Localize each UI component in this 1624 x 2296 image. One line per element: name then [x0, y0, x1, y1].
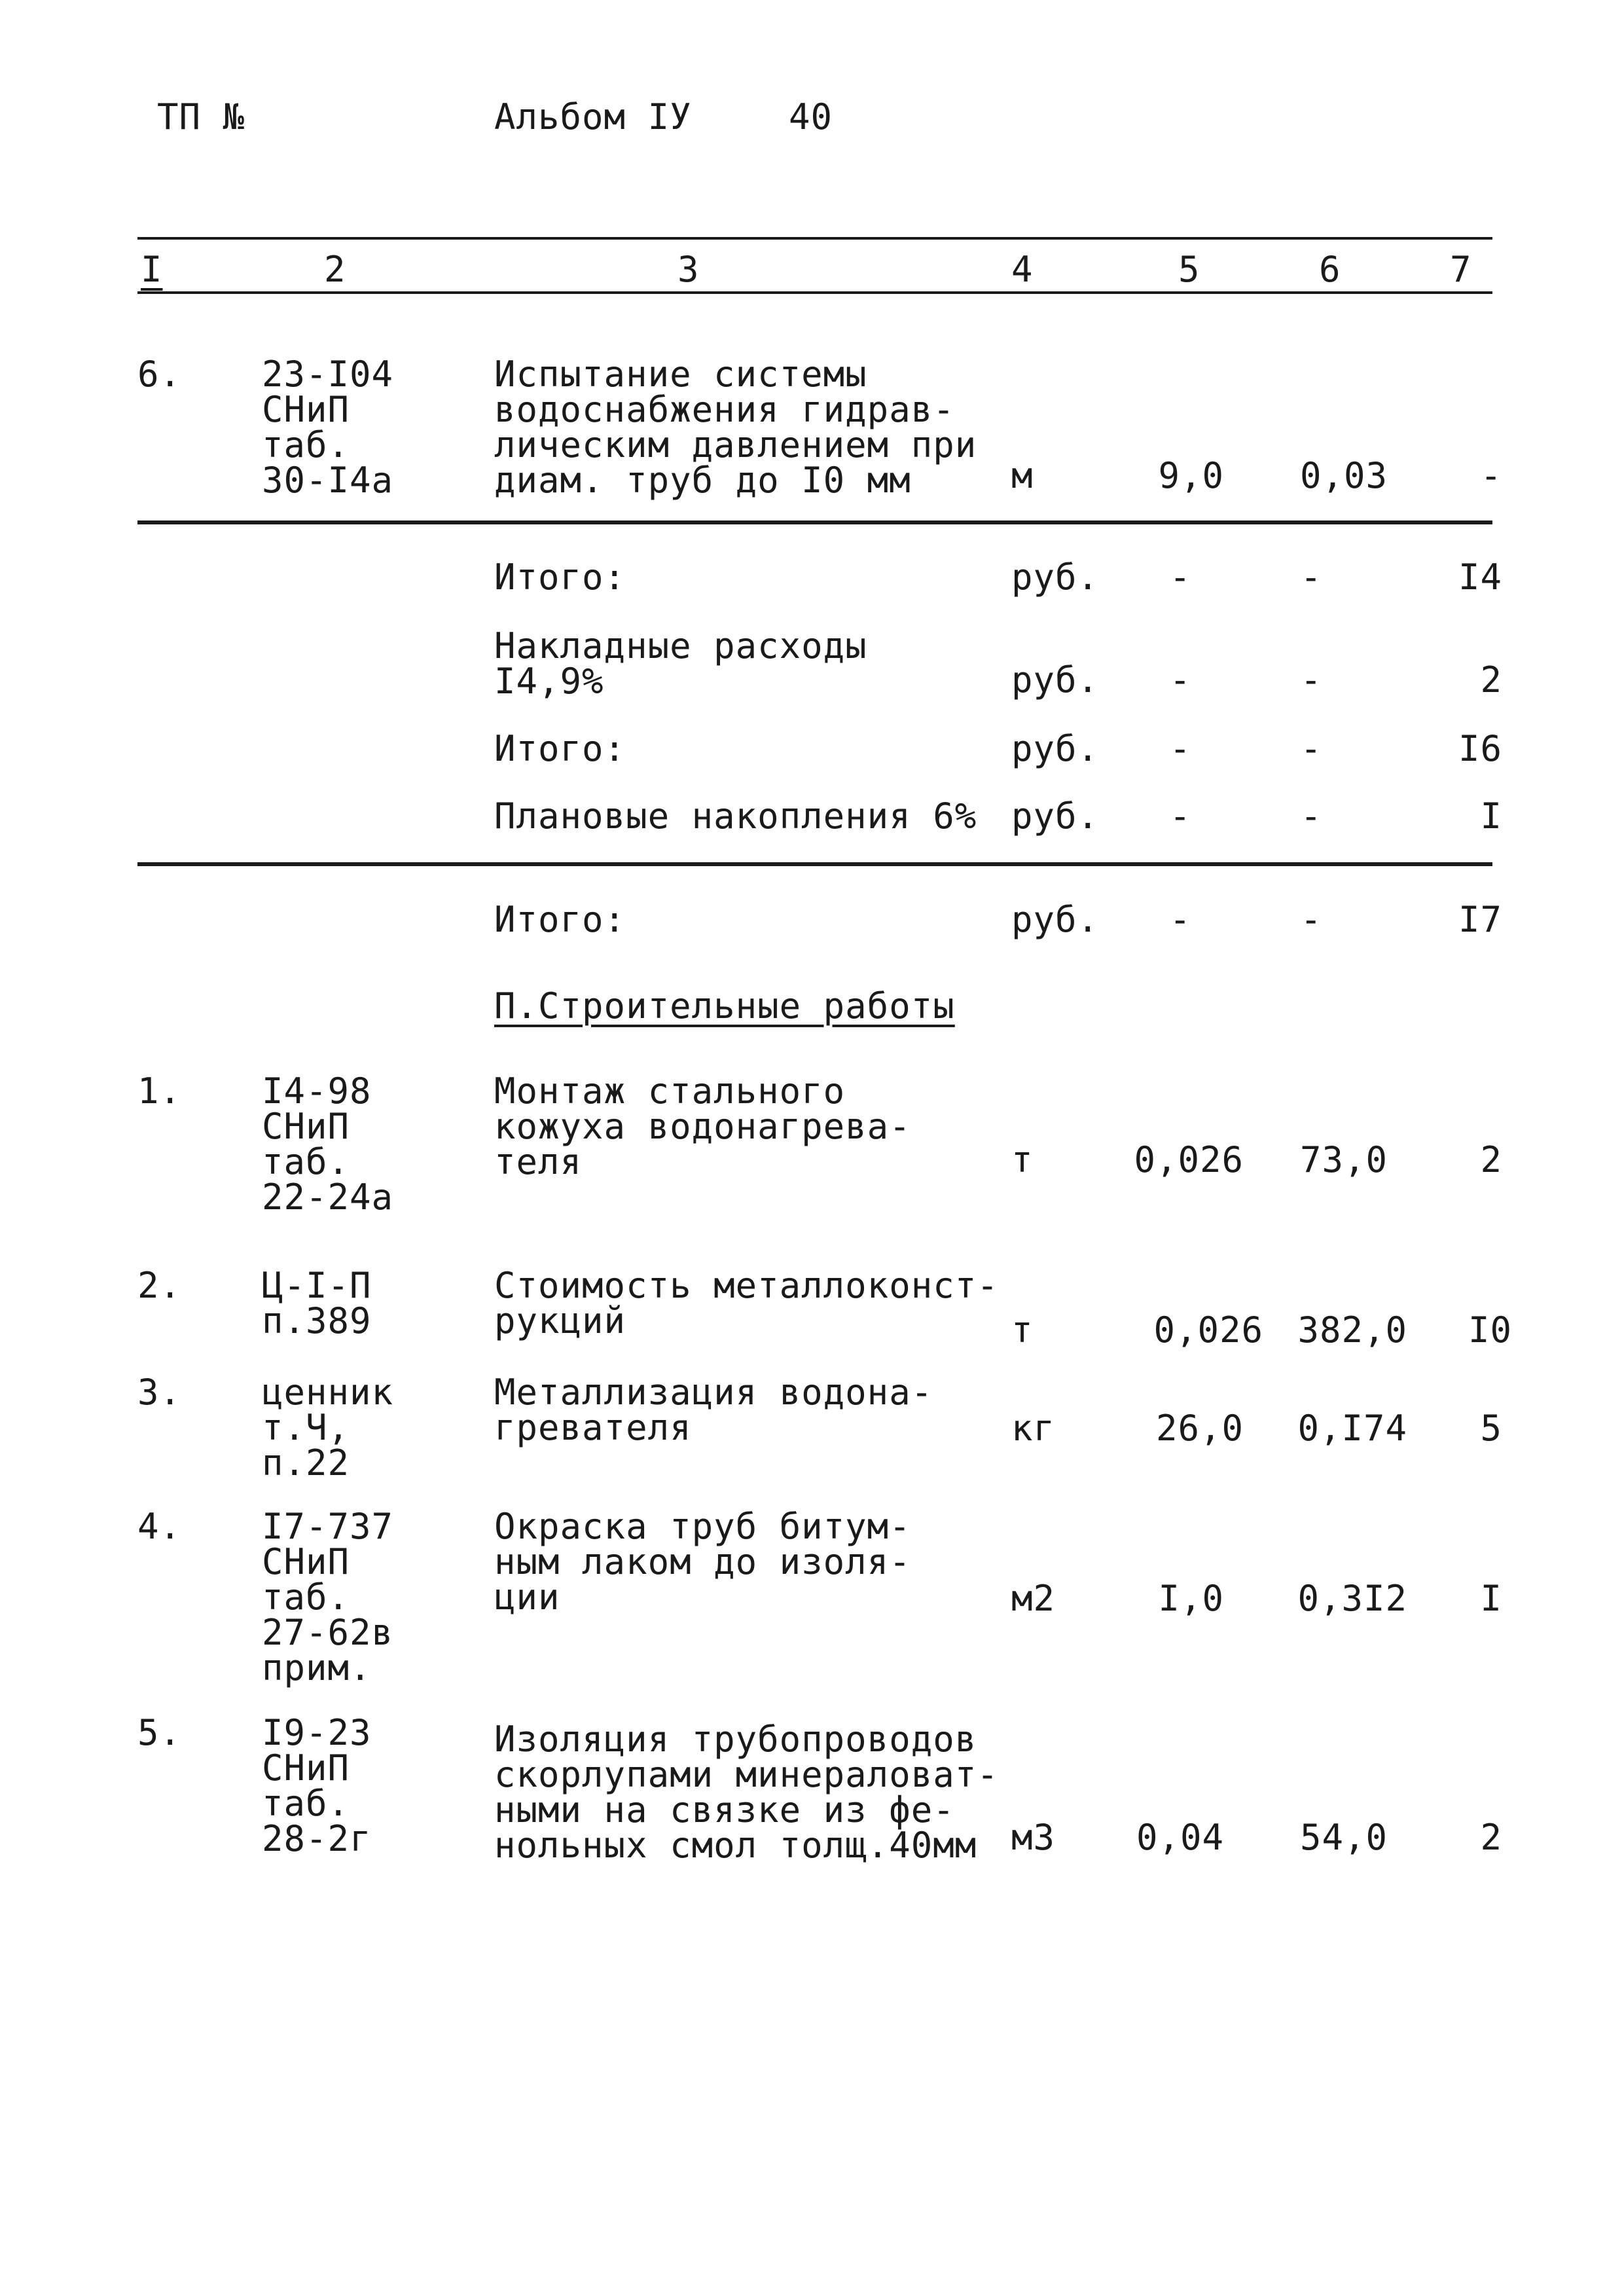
- totals-quantity: -: [1169, 728, 1191, 769]
- totals-price: -: [1300, 659, 1322, 701]
- totals-label: Плановые накопления 6%: [494, 795, 977, 837]
- totals-unit: руб.: [1011, 659, 1100, 701]
- column-header: 5: [1178, 249, 1200, 290]
- row-number: 5.: [137, 1712, 182, 1753]
- totals-label: Итого:: [494, 728, 626, 769]
- row-price: 73,0: [1299, 1139, 1388, 1180]
- column-header: 7: [1450, 249, 1472, 290]
- totals-label: Итого:: [494, 899, 626, 940]
- row-quantity: 0,026: [1134, 1139, 1244, 1180]
- row-quantity: I,0: [1158, 1578, 1224, 1619]
- totals-unit: руб.: [1011, 795, 1100, 837]
- totals-sum: I6: [1458, 728, 1502, 769]
- column-header: 2: [324, 249, 346, 290]
- totals-quantity: -: [1169, 659, 1191, 701]
- row-sum: I0: [1468, 1309, 1512, 1351]
- row-unit: м3: [1011, 1817, 1056, 1858]
- totals-sum: I: [1480, 795, 1502, 837]
- totals-price: -: [1300, 728, 1322, 769]
- column-header: 4: [1011, 249, 1034, 290]
- totals-sum: 2: [1480, 659, 1502, 701]
- totals-price: -: [1300, 556, 1322, 598]
- row-number: 4.: [137, 1506, 182, 1547]
- row-quantity: 9,0: [1158, 455, 1224, 496]
- row-description: Монтаж стального кожуха водонагрева- теля: [494, 1070, 911, 1182]
- section-title: П.Строительные работы: [494, 985, 955, 1027]
- totals-quantity: -: [1169, 795, 1191, 837]
- row-number: 1.: [137, 1070, 182, 1112]
- row-description: Стоимость металлоконст- рукций: [494, 1265, 999, 1341]
- row-code: ценник т.Ч, п.22: [262, 1372, 394, 1484]
- column-header: 3: [677, 249, 700, 290]
- column-header: I: [141, 249, 163, 290]
- row-description: Изоляция трубопроводов скорлупами минераловат- ными на связке из фе- нольных смол толщ.40мм: [494, 1719, 999, 1866]
- totals-quantity: -: [1169, 899, 1191, 940]
- row-code: Ц-I-П п.389: [262, 1265, 372, 1341]
- row-number: 2.: [137, 1265, 182, 1306]
- totals-price: -: [1300, 899, 1322, 940]
- row-description: Окраска труб битум- ным лаком до изоля- ции: [494, 1506, 911, 1618]
- row-sum: 2: [1480, 1817, 1502, 1858]
- rule-top: [137, 237, 1492, 240]
- column-header: 6: [1319, 249, 1341, 290]
- totals-quantity: -: [1169, 556, 1191, 598]
- rule-after-row-6: [137, 520, 1492, 524]
- row-price: 0,3I2: [1297, 1578, 1407, 1619]
- totals-unit: руб.: [1011, 728, 1100, 769]
- row-unit: м: [1011, 455, 1034, 496]
- row-unit: м2: [1011, 1578, 1056, 1619]
- totals-sum: I4: [1458, 556, 1502, 598]
- row-number: 3.: [137, 1372, 182, 1413]
- row-number: 6.: [137, 354, 182, 395]
- row-price: 54,0: [1299, 1817, 1388, 1858]
- totals-sum: I7: [1458, 899, 1502, 940]
- row-quantity: 26,0: [1155, 1408, 1244, 1449]
- row-sum: -: [1480, 455, 1502, 496]
- totals-label: Накладные расходы I4,9%: [494, 625, 867, 702]
- row-code: 23-I04 СНиП таб. 30-I4а: [262, 354, 394, 501]
- rule-after-totals: [137, 862, 1492, 866]
- row-code: I4-98 СНиП таб. 22-24а: [262, 1070, 394, 1218]
- row-sum: I: [1480, 1578, 1502, 1619]
- header-page-number: 40: [789, 96, 833, 137]
- totals-label: Итого:: [494, 556, 626, 598]
- row-unit: т: [1011, 1139, 1034, 1180]
- totals-unit: руб.: [1011, 899, 1100, 940]
- row-description: Металлизация водона- гревателя: [494, 1372, 933, 1448]
- rule-header: [137, 291, 1492, 294]
- row-unit: кг: [1011, 1408, 1056, 1449]
- header-album: Альбом IУ: [494, 96, 692, 137]
- header-tp: ТП №: [157, 96, 245, 137]
- row-sum: 5: [1480, 1408, 1502, 1449]
- row-sum: 2: [1480, 1139, 1502, 1180]
- row-quantity: 0,04: [1136, 1817, 1224, 1858]
- row-price: 0,03: [1299, 455, 1388, 496]
- totals-unit: руб.: [1011, 556, 1100, 598]
- row-unit: т: [1011, 1309, 1034, 1351]
- row-description: Испытание системы водоснабжения гидрав- лическим давлением при диам. труб до I0 мм: [494, 354, 977, 501]
- row-price: 382,0: [1297, 1309, 1407, 1351]
- row-code: I7-737 СНиП таб. 27-62в прим.: [262, 1506, 394, 1688]
- row-quantity: 0,026: [1153, 1309, 1263, 1351]
- totals-price: -: [1300, 795, 1322, 837]
- row-code: I9-23 СНиП таб. 28-2г: [262, 1712, 372, 1859]
- row-price: 0,I74: [1297, 1408, 1407, 1449]
